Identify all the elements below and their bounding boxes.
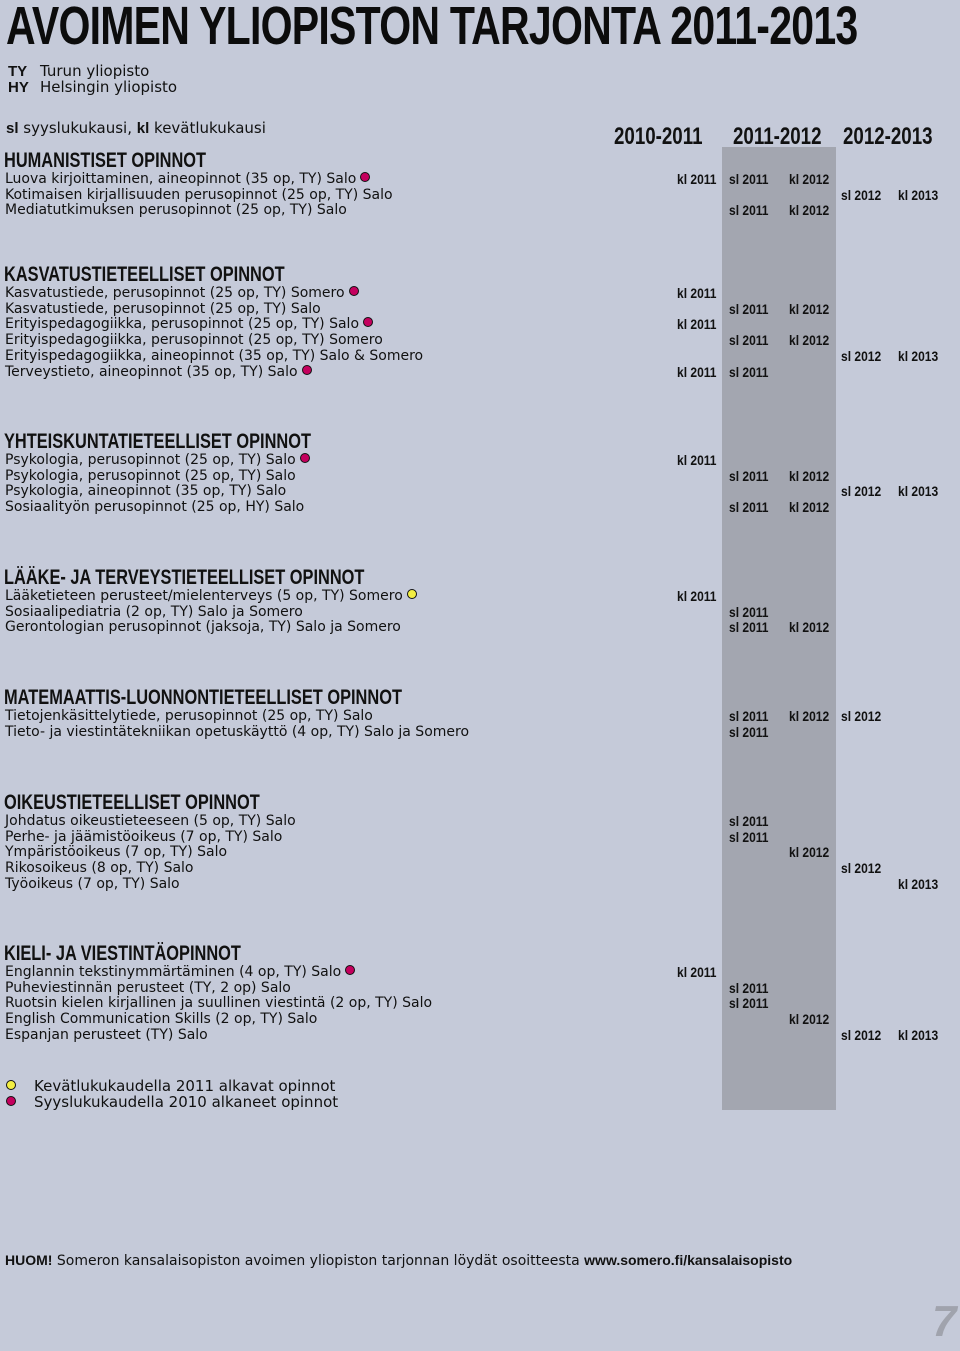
university-abbr: HY — [8, 79, 29, 96]
course-name-text: Espanjan perusteet (TY) Salo — [5, 1026, 208, 1043]
course-name-text: Erityispedagogiikka, perusopinnot (25 op, TY) Somero — [5, 332, 383, 349]
note-label: HUOM! — [5, 1252, 53, 1268]
term-label: kl 2012 — [789, 1011, 830, 1028]
note-text: Someron kansalaisopiston avoimen yliopiston tarjonnan löydät osoitteesta — [56, 1253, 580, 1269]
course-row — [0, 316, 960, 332]
course-row — [0, 964, 960, 980]
course-name-text: Englannin tekstinymmärtäminen (4 op, TY) Salo — [5, 964, 342, 980]
course-name — [5, 860, 194, 876]
course-name — [5, 452, 310, 468]
course-row — [0, 187, 960, 203]
course-name-text: Psykologia, perusopinnot (25 op, TY) Salo — [5, 452, 296, 468]
term-label: kl 2012 — [789, 708, 830, 724]
term-label: sl 2011 — [729, 332, 769, 349]
term-label: kl 2012 — [789, 332, 830, 349]
course-name-text: Tietojenkäsittelytiede, perusopinnot (25 op, TY) Salo — [5, 708, 373, 724]
term-label: sl 2011 — [729, 828, 769, 845]
course-name — [5, 348, 423, 364]
section-heading: OIKEUSTIETEELLISET OPINNOT — [4, 791, 260, 814]
section-heading: YHTEISKUNTATIETEELLISET OPINNOT — [4, 430, 311, 453]
course-name — [5, 171, 370, 187]
course-row — [0, 724, 960, 740]
section-heading: MATEMAATTIS-LUONNONTIETEELLISET OPINNOT — [4, 686, 402, 709]
sl-name: syyslukukausi, — [23, 119, 132, 137]
term-label: sl 2012 — [841, 1026, 882, 1043]
term-label: kl 2013 — [898, 875, 939, 892]
term-label: kl 2011 — [677, 316, 717, 333]
course-name — [5, 995, 432, 1011]
term-label: kl 2011 — [677, 964, 717, 980]
term-label: kl 2011 — [677, 285, 717, 301]
kl-abbr: kl — [136, 120, 150, 137]
pink-dot-icon — [302, 365, 312, 375]
course-name-text: Kotimaisen kirjallisuuden perusopinnot (25 op, TY) Salo — [5, 186, 393, 203]
year-header-2010-2011: 2010-2011 — [614, 123, 703, 150]
course-name — [5, 316, 373, 332]
course-name-text: Mediatutkimuksen perusopinnot (25 op, TY) Salo — [5, 202, 347, 219]
course-name — [5, 619, 401, 635]
university-name: Helsingin yliopisto — [40, 78, 178, 96]
term-label: sl 2012 — [841, 708, 882, 724]
term-label: kl 2012 — [789, 499, 830, 516]
course-name — [5, 202, 347, 218]
sl-abbr: sl — [6, 120, 19, 137]
course-name-text: Sosiaalipediatria (2 op, TY) Salo ja Somero — [5, 603, 303, 620]
course-row — [0, 499, 960, 515]
course-name — [5, 588, 417, 604]
course-row — [0, 844, 960, 860]
course-row — [0, 171, 960, 187]
course-row — [0, 468, 960, 484]
course-row — [0, 348, 960, 364]
course-name-text: Sosiaalityön perusopinnot (25 op, HY) Salo — [5, 499, 305, 516]
section-heading: LÄÄKE- JA TERVEYSTIETEELLISET OPINNOT — [4, 566, 365, 589]
course-name-text: Erityispedagogiikka, aineopinnot (35 op, TY) Salo & Somero — [5, 347, 424, 364]
course-name-text: Terveystieto, aineopinnot (35 op, TY) Salo — [5, 363, 298, 380]
course-name-text: Kasvatustiede, perusopinnot (25 op, TY) Somero — [5, 285, 345, 301]
year-header-2012-2013: 2012-2013 — [843, 123, 933, 150]
section-heading: KASVATUSTIETEELLISET OPINNOT — [4, 263, 285, 286]
course-name — [5, 844, 227, 860]
course-name — [5, 285, 359, 301]
course-name-text: Luova kirjoittaminen, aineopinnot (35 op, TY) Salo — [5, 171, 357, 187]
course-name — [5, 813, 296, 829]
legend-item-pink — [6, 1094, 338, 1111]
course-name — [5, 829, 282, 845]
course-name-text: Ympäristöoikeus (7 op, TY) Salo — [5, 844, 228, 861]
pink-dot-icon — [300, 453, 310, 463]
course-name-text: Rikosoikeus (8 op, TY) Salo — [5, 860, 194, 877]
term-label: kl 2012 — [789, 467, 830, 484]
course-name-text: Ruotsin kielen kirjallinen ja suullinen viestintä (2 op, TY) Salo — [5, 995, 433, 1012]
university-hy — [8, 78, 177, 96]
course-row — [0, 995, 960, 1011]
course-row — [0, 588, 960, 604]
course-name-text: Työoikeus (7 op, TY) Salo — [5, 875, 180, 892]
term-label: sl 2012 — [841, 347, 882, 364]
term-label: kl 2013 — [898, 186, 939, 203]
term-label: sl 2011 — [729, 467, 769, 484]
term-label: sl 2011 — [729, 300, 769, 317]
course-row — [0, 332, 960, 348]
term-label: sl 2011 — [729, 723, 769, 740]
year-header-2011-2012: 2011-2012 — [733, 123, 822, 150]
semester-legend — [6, 119, 266, 137]
course-row — [0, 813, 960, 829]
course-name — [5, 187, 393, 203]
pink-dot-icon — [6, 1096, 16, 1106]
course-name — [5, 964, 355, 980]
section-heading: KIELI- JA VIESTINTÄOPINNOT — [4, 942, 241, 965]
course-name-text: Psykologia, aineopinnot (35 op, TY) Salo — [5, 483, 287, 500]
term-label: kl 2012 — [789, 202, 830, 219]
term-label: sl 2012 — [841, 483, 882, 500]
course-name — [5, 332, 383, 348]
course-row — [0, 829, 960, 845]
pink-dot-icon — [345, 965, 355, 975]
course-name-text: Lääketieteen perusteet/mielenterveys (5 op, TY) Somero — [5, 588, 403, 604]
course-row — [0, 619, 960, 635]
course-name-text: Puheviestinnän perusteet (TY, 2 op) Salo — [5, 979, 291, 996]
course-name-text: Perhe- ja jäämistöoikeus (7 op, TY) Salo — [5, 828, 283, 845]
course-name-text: Tieto- ja viestintätekniikan opetuskäyttö (4 op, TY) Salo ja Somero — [5, 723, 470, 740]
course-name — [5, 876, 180, 892]
term-label: sl 2012 — [841, 860, 882, 877]
course-row — [0, 1027, 960, 1043]
pink-dot-icon — [349, 286, 359, 296]
course-row — [0, 876, 960, 892]
term-label: kl 2011 — [677, 363, 717, 380]
kl-name: kevätlukukausi — [154, 119, 266, 137]
course-row — [0, 202, 960, 218]
yellow-dot-icon — [407, 589, 417, 599]
course-name — [5, 724, 469, 740]
footer-note — [5, 1252, 792, 1269]
term-label: kl 2011 — [677, 452, 717, 468]
course-name-text: Johdatus oikeustieteeseen (5 op, TY) Salo — [5, 813, 296, 829]
university-abbr: TY — [8, 63, 28, 80]
term-label: sl 2011 — [729, 979, 769, 996]
term-label: kl 2013 — [898, 1026, 939, 1043]
course-name-text: Kasvatustiede, perusopinnot (25 op, TY) Salo — [5, 300, 321, 317]
course-name-text: Psykologia, perusopinnot (25 op, TY) Salo — [5, 467, 296, 484]
yellow-dot-icon — [6, 1080, 16, 1090]
term-label: kl 2011 — [677, 588, 717, 604]
term-label: kl 2013 — [898, 483, 939, 500]
term-label: sl 2011 — [729, 995, 769, 1012]
pink-dot-icon — [360, 172, 370, 182]
course-name-text: Gerontologian perusopinnot (jaksoja, TY) Salo ja Somero — [5, 619, 401, 636]
term-label: kl 2013 — [898, 347, 939, 364]
course-row — [0, 604, 960, 620]
term-label: sl 2011 — [729, 813, 769, 829]
term-label: sl 2011 — [729, 499, 769, 516]
course-row — [0, 860, 960, 876]
course-name — [5, 980, 291, 996]
course-row — [0, 483, 960, 499]
course-row — [0, 708, 960, 724]
note-link[interactable]: www.somero.fi/kansalaisopisto — [584, 1252, 793, 1268]
course-name — [5, 364, 312, 380]
section-heading: HUMANISTISET OPINNOT — [4, 149, 207, 172]
course-name — [5, 483, 286, 499]
course-name — [5, 1027, 208, 1043]
course-name — [5, 1011, 317, 1027]
course-row — [0, 364, 960, 380]
term-label: sl 2011 — [729, 171, 769, 187]
course-name — [5, 499, 304, 515]
page-title: AVOIMEN YLIOPISTON TARJONTA 2011-2013 — [6, 0, 858, 56]
term-label: sl 2011 — [729, 603, 769, 620]
course-name — [5, 468, 296, 484]
course-name — [5, 301, 321, 317]
pink-dot-icon — [363, 317, 373, 327]
course-row — [0, 452, 960, 468]
university-name: Turun yliopisto — [40, 62, 150, 80]
course-name-text: English Communication Skills (2 op, TY) Salo — [5, 1011, 318, 1028]
course-row — [0, 1011, 960, 1027]
term-label: kl 2012 — [789, 619, 830, 636]
term-label: kl 2012 — [789, 300, 830, 317]
course-row — [0, 285, 960, 301]
term-label: sl 2012 — [841, 186, 882, 203]
course-row — [0, 980, 960, 996]
course-name — [5, 604, 303, 620]
term-label: sl 2011 — [729, 619, 769, 636]
term-label: kl 2011 — [677, 171, 717, 187]
course-name — [5, 708, 373, 724]
page-number: 7 — [932, 1297, 957, 1346]
term-label: kl 2012 — [789, 844, 830, 861]
legend-text: Kevätlukukaudella 2011 alkavat opinnot — [34, 1077, 336, 1095]
term-label: kl 2012 — [789, 171, 830, 187]
course-row — [0, 301, 960, 317]
term-label: sl 2011 — [729, 363, 769, 380]
course-name-text: Erityispedagogiikka, perusopinnot (25 op, TY) Salo — [5, 316, 360, 333]
term-label: sl 2011 — [729, 202, 769, 219]
term-label: sl 2011 — [729, 708, 769, 724]
legend-text: Syyslukukaudella 2010 alkaneet opinnot — [34, 1093, 339, 1111]
